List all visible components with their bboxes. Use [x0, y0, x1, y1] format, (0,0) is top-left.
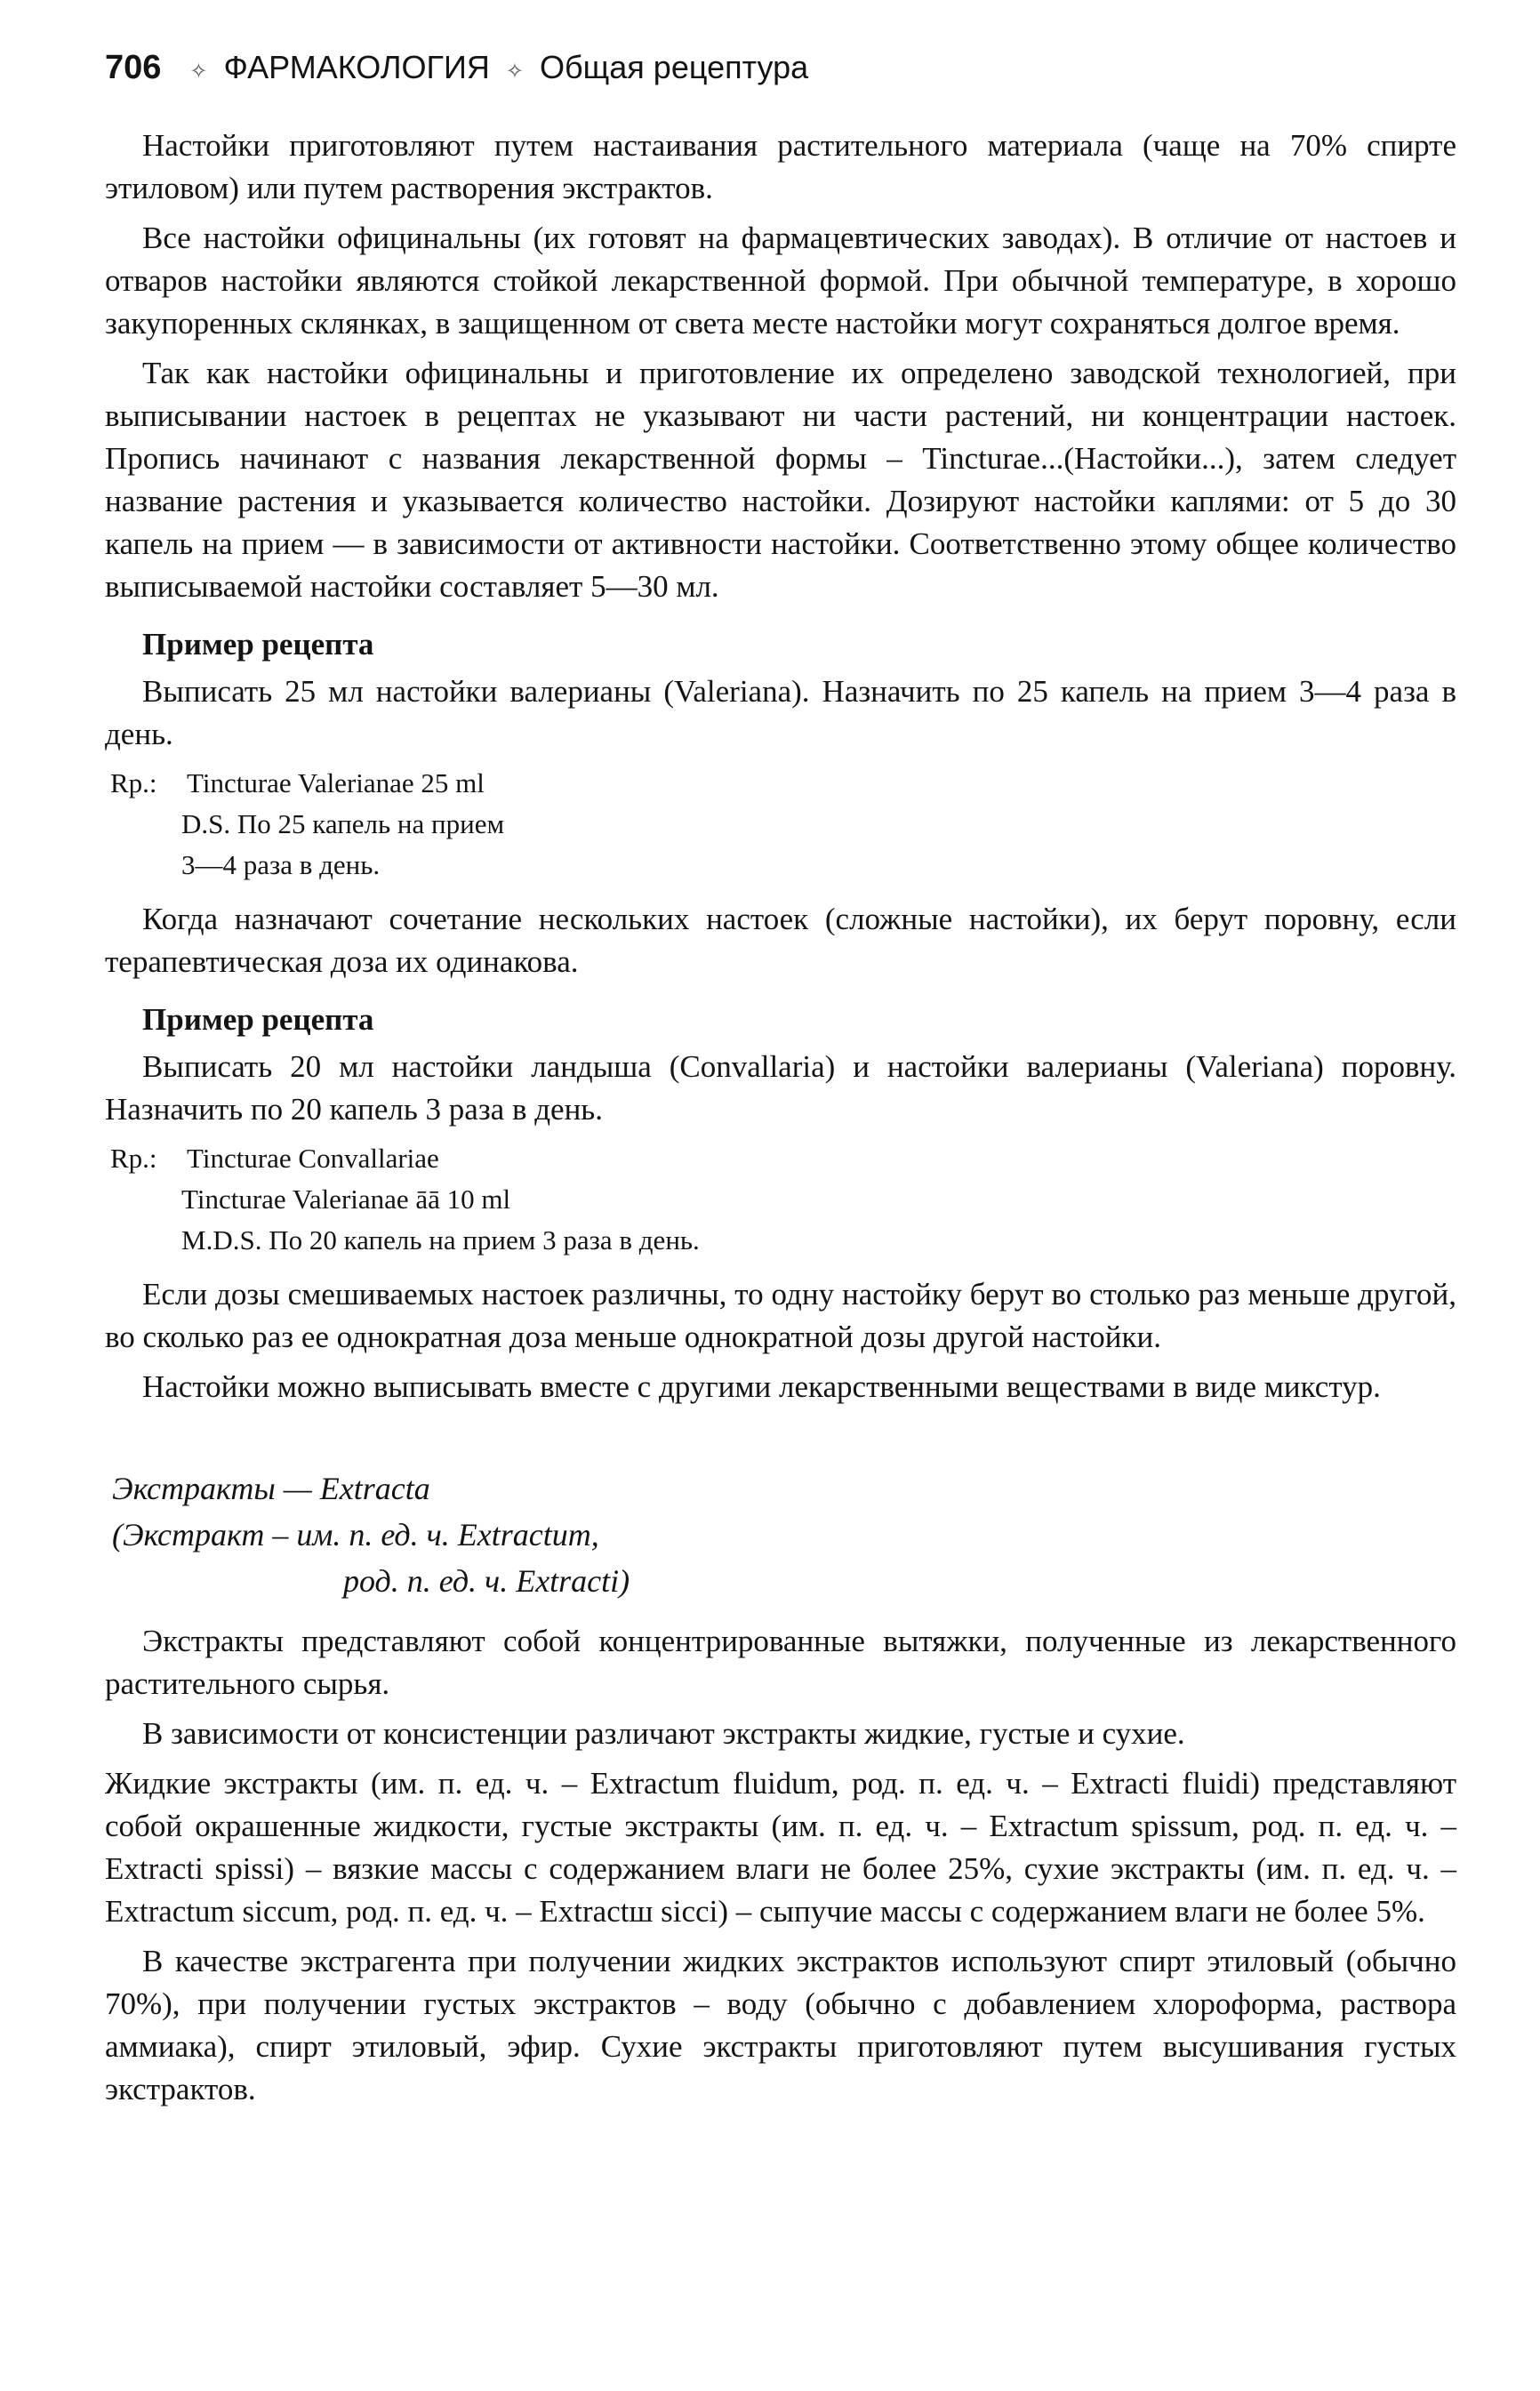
rx-line: Tincturae Convallariae — [187, 1143, 439, 1174]
paragraph: Настойки приготовляют путем настаивания растительного материала (чаще на 70% спирте этиловом) или путем растворения экстрактов. — [105, 128, 1456, 205]
example-task: Выписать 20 мл настойки ландыша (Convallaria) и настойки валерианы (Valeriana) поровну. Назначить по 20 капель 3 раза в день. — [105, 1049, 1456, 1127]
separator-icon: ✧ — [505, 60, 525, 84]
running-header — [105, 46, 1456, 94]
paragraph: В качестве экстрагента при получении жидких экстрактов используют спирт этиловый (обычно 70%), при получении густых экстрактов – воду (обычно с добавлением хлороформа, раствора аммиака), спирт этиловый, эфир. Сухие экстракты приготовляют путем высушивания густых экстрактов. — [105, 1944, 1456, 2106]
paragraph: Так как настойки официнальны и приготовление их определено заводской технологией, при выписывании настоек в рецептах не указывают ни части растений, ни концентрации настоек. Пропись начинают с названия лекарственной формы – Tincturae...(Настойки...), затем следует название растения и указывается количество настойки. Дозируют настойки каплями: от 5 до 30 капель на прием — в зависимости от активности настойки. Соответственно этому общее количество выписываемой настойки составляет 5—30 мл. — [105, 356, 1456, 604]
heading-line: род. п. ед. ч. Extracti) — [343, 1563, 630, 1599]
book-page — [105, 46, 1456, 2118]
rx-line: Tincturae Valerianae 25 ml — [187, 767, 485, 798]
prescription-block — [105, 763, 1456, 886]
paragraph: Жидкие экстракты (им. п. ед. ч. – Extractum fluidum, род. п. ед. ч. – Extracti fluidi) представляют собой окрашенные жидкости, густые экстракты (им. п. ед. ч. – Extractum spissum, род. п. ед. ч. – Extracti spissi) – вязкие массы с содержанием влаги не более 25%, сухие экстракты (им. п. ед. ч. – Extractum siccum, род. п. ед. ч. – Extractш sicci) – сыпучие массы с содержанием влаги не более 5%. — [105, 1766, 1456, 1929]
book-title: ФАРМАКОЛОГИЯ — [223, 49, 490, 85]
paragraph: Если дозы смешиваемых настоек различны, то одну настойку берут во столько раз меньше другой, во сколько раз ее однократная доза меньше однократной дозы другой настойки. — [105, 1277, 1456, 1354]
rx-line: M.D.S. По 20 капель на прием 3 раза в день. — [181, 1224, 700, 1256]
section-heading — [105, 1465, 1456, 1604]
heading-line: Экстракты — Extracta — [112, 1471, 430, 1506]
paragraph: Когда назначают сочетание нескольких настоек (сложные настойки), их берут поровну, если терапевтическая доза их одинакова. — [105, 902, 1456, 979]
example-task: Выписать 25 мл настойки валерианы (Valeriana). Назначить по 25 капель на прием 3—4 раза в день. — [105, 674, 1456, 751]
rx-line: Tincturae Valerianae āā 10 ml — [181, 1183, 511, 1215]
heading-line: (Экстракт – им. п. ед. ч. Extractum, — [112, 1517, 599, 1553]
rx-label: Rp.: — [110, 767, 157, 798]
rx-line: 3—4 раза в день. — [181, 849, 381, 880]
section-title: Общая рецептура — [540, 49, 809, 85]
paragraph: Настойки можно выписывать вместе с другими лекарственными веществами в виде микстур. — [142, 1369, 1381, 1404]
rx-label: Rp.: — [110, 1143, 157, 1174]
separator-icon: ✧ — [189, 60, 208, 84]
paragraph: В зависимости от консистенции различают экстракты жидкие, густые и сухие. — [142, 1716, 1185, 1751]
rx-line: D.S. По 25 капель на прием — [181, 808, 505, 839]
prescription-block — [105, 1138, 1456, 1261]
paragraph: Все настойки официнальны (их готовят на фармацевтических заводах). В отличие от настоев и отваров настойки являются стойкой лекарственной формой. При обычной температуре, в хорошо закупоренных склянках, в защищенном от света месте настойки могут сохраняться долгое время. — [105, 221, 1456, 341]
example-title: Пример рецепта — [142, 627, 374, 662]
page-number: 706 — [105, 49, 162, 86]
example-title: Пример рецепта — [142, 1002, 374, 1037]
paragraph: Экстракты представляют собой концентрированные вытяжки, полученные из лекарственного растительного сырья. — [105, 1624, 1456, 1701]
